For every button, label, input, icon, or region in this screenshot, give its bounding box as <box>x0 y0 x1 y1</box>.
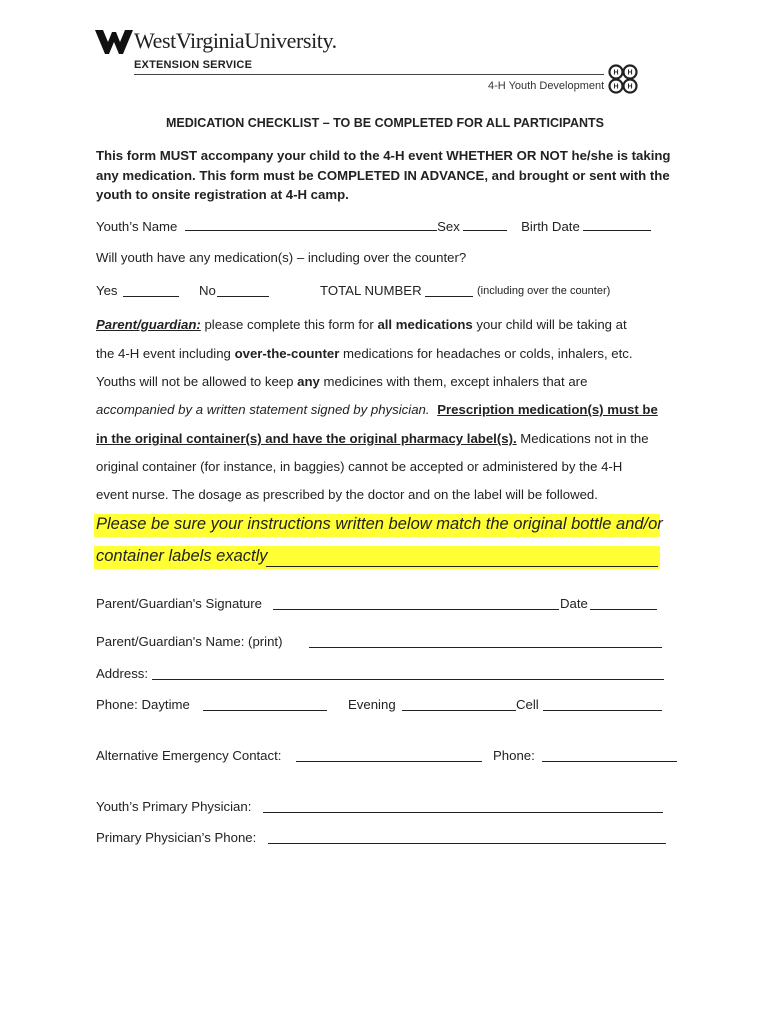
name-print-label: Parent/Guardian's Name: (print) <box>96 634 283 649</box>
para-text: the 4-H event including <box>96 346 235 361</box>
youth-name-row <box>96 218 651 234</box>
wvu-flying-wv-logo-icon <box>95 28 133 58</box>
para-text: please complete this form for <box>200 317 378 332</box>
para-emphasis: any <box>297 374 320 389</box>
alt-phone-field[interactable] <box>542 749 677 762</box>
total-number-field[interactable] <box>425 284 473 297</box>
para-line-7: event nurse. The dosage as prescribed by the doctor and on the label will be followed. <box>96 487 598 502</box>
para-emphasis: in the original container(s) and have the original pharmacy label(s). <box>96 431 517 446</box>
sex-field[interactable] <box>463 218 507 231</box>
para-emphasis: over-the-counter <box>234 346 340 361</box>
yes-label: Yes <box>96 283 118 298</box>
address-label: Address: <box>96 666 149 681</box>
phone-daytime-label: Phone: Daytime <box>96 697 190 712</box>
youth-name-field[interactable] <box>185 218 437 231</box>
para-line-4 <box>96 402 658 417</box>
alt-contact-field[interactable] <box>296 749 482 762</box>
sex-label: Sex <box>437 219 460 234</box>
university-name: WestVirginiaUniversity. <box>134 28 337 53</box>
physician-phone-label: Primary Physician’s Phone: <box>96 830 257 845</box>
alt-phone-label: Phone: <box>493 748 535 763</box>
cell-label: Cell <box>516 697 539 712</box>
para-text: medicines with them, except inhalers that are <box>319 374 588 389</box>
para-line-2 <box>96 346 633 361</box>
para-text: accompanied by a written statement signed by physician. <box>96 402 430 417</box>
youth-development-label: 4-H Youth Development <box>488 80 605 92</box>
para-text: Medications not in the <box>516 431 649 446</box>
birth-date-label: Birth Date <box>521 219 580 234</box>
physician-phone-field[interactable] <box>268 831 666 844</box>
address-field[interactable] <box>152 667 664 680</box>
highlight-notice-line-2: container labels exactly <box>96 547 268 565</box>
date-label: Date <box>560 596 588 611</box>
alt-contact-label: Alternative Emergency Contact: <box>96 748 282 763</box>
signature-field[interactable] <box>273 597 559 610</box>
para-emphasis: Prescription medication(s) must be <box>437 402 658 417</box>
total-number-note: (including over the counter) <box>477 285 611 297</box>
no-field[interactable] <box>217 284 269 297</box>
phone-cell-field[interactable] <box>543 698 662 711</box>
evening-label: Evening <box>348 697 396 712</box>
form-intro: This form MUST accompany your child to the 4-H event WHETHER OR NOT he/she is taking any medication. This form must be COMPLETED IN ADVANCE, and brought or sent with the youth to onsite registration at 4-H camp. <box>96 148 671 202</box>
extension-service-label: EXTENSION SERVICE <box>134 59 253 71</box>
svg-text:H: H <box>613 83 619 91</box>
medication-question: Will youth have any medication(s) – including over the counter? <box>96 250 467 265</box>
date-field[interactable] <box>590 597 657 610</box>
physician-field[interactable] <box>263 800 663 813</box>
para-text: your child will be taking at <box>472 317 627 332</box>
signature-label: Parent/Guardian's Signature <box>96 596 262 611</box>
phone-evening-field[interactable] <box>402 698 516 711</box>
phone-daytime-field[interactable] <box>203 698 327 711</box>
para-line-6: original container (for instance, in baggies) cannot be accepted or administered by the 4-H <box>96 459 623 474</box>
total-number-label: TOTAL NUMBER <box>320 283 422 298</box>
header-divider <box>134 74 604 75</box>
para-line-3 <box>96 374 587 389</box>
para-text: medications for headaches or colds, inhalers, etc. <box>339 346 633 361</box>
physician-label: Youth’s Primary Physician: <box>96 799 252 814</box>
svg-text:H: H <box>627 69 633 77</box>
youth-name-label: Youth’s Name <box>96 219 178 234</box>
no-label: No <box>199 283 216 298</box>
para-emphasis: all medications <box>377 317 473 332</box>
svg-text:H: H <box>627 83 633 91</box>
para-line-5 <box>96 431 649 446</box>
name-print-field[interactable] <box>309 635 662 648</box>
four-h-clover-icon <box>604 60 642 98</box>
para-text: Youths will not be allowed to keep <box>96 374 298 389</box>
yes-field[interactable] <box>123 284 179 297</box>
highlight-underline <box>266 566 658 567</box>
para-line-1 <box>96 317 627 332</box>
highlight-notice-line-1: Please be sure your instructions written below match the original bottle and/or <box>96 515 663 533</box>
parent-guardian-heading: Parent/guardian: <box>96 317 201 332</box>
birth-date-field[interactable] <box>583 218 651 231</box>
form-title: MEDICATION CHECKLIST – TO BE COMPLETED FOR ALL PARTICIPANTS <box>166 116 604 130</box>
svg-text:H: H <box>613 69 619 77</box>
